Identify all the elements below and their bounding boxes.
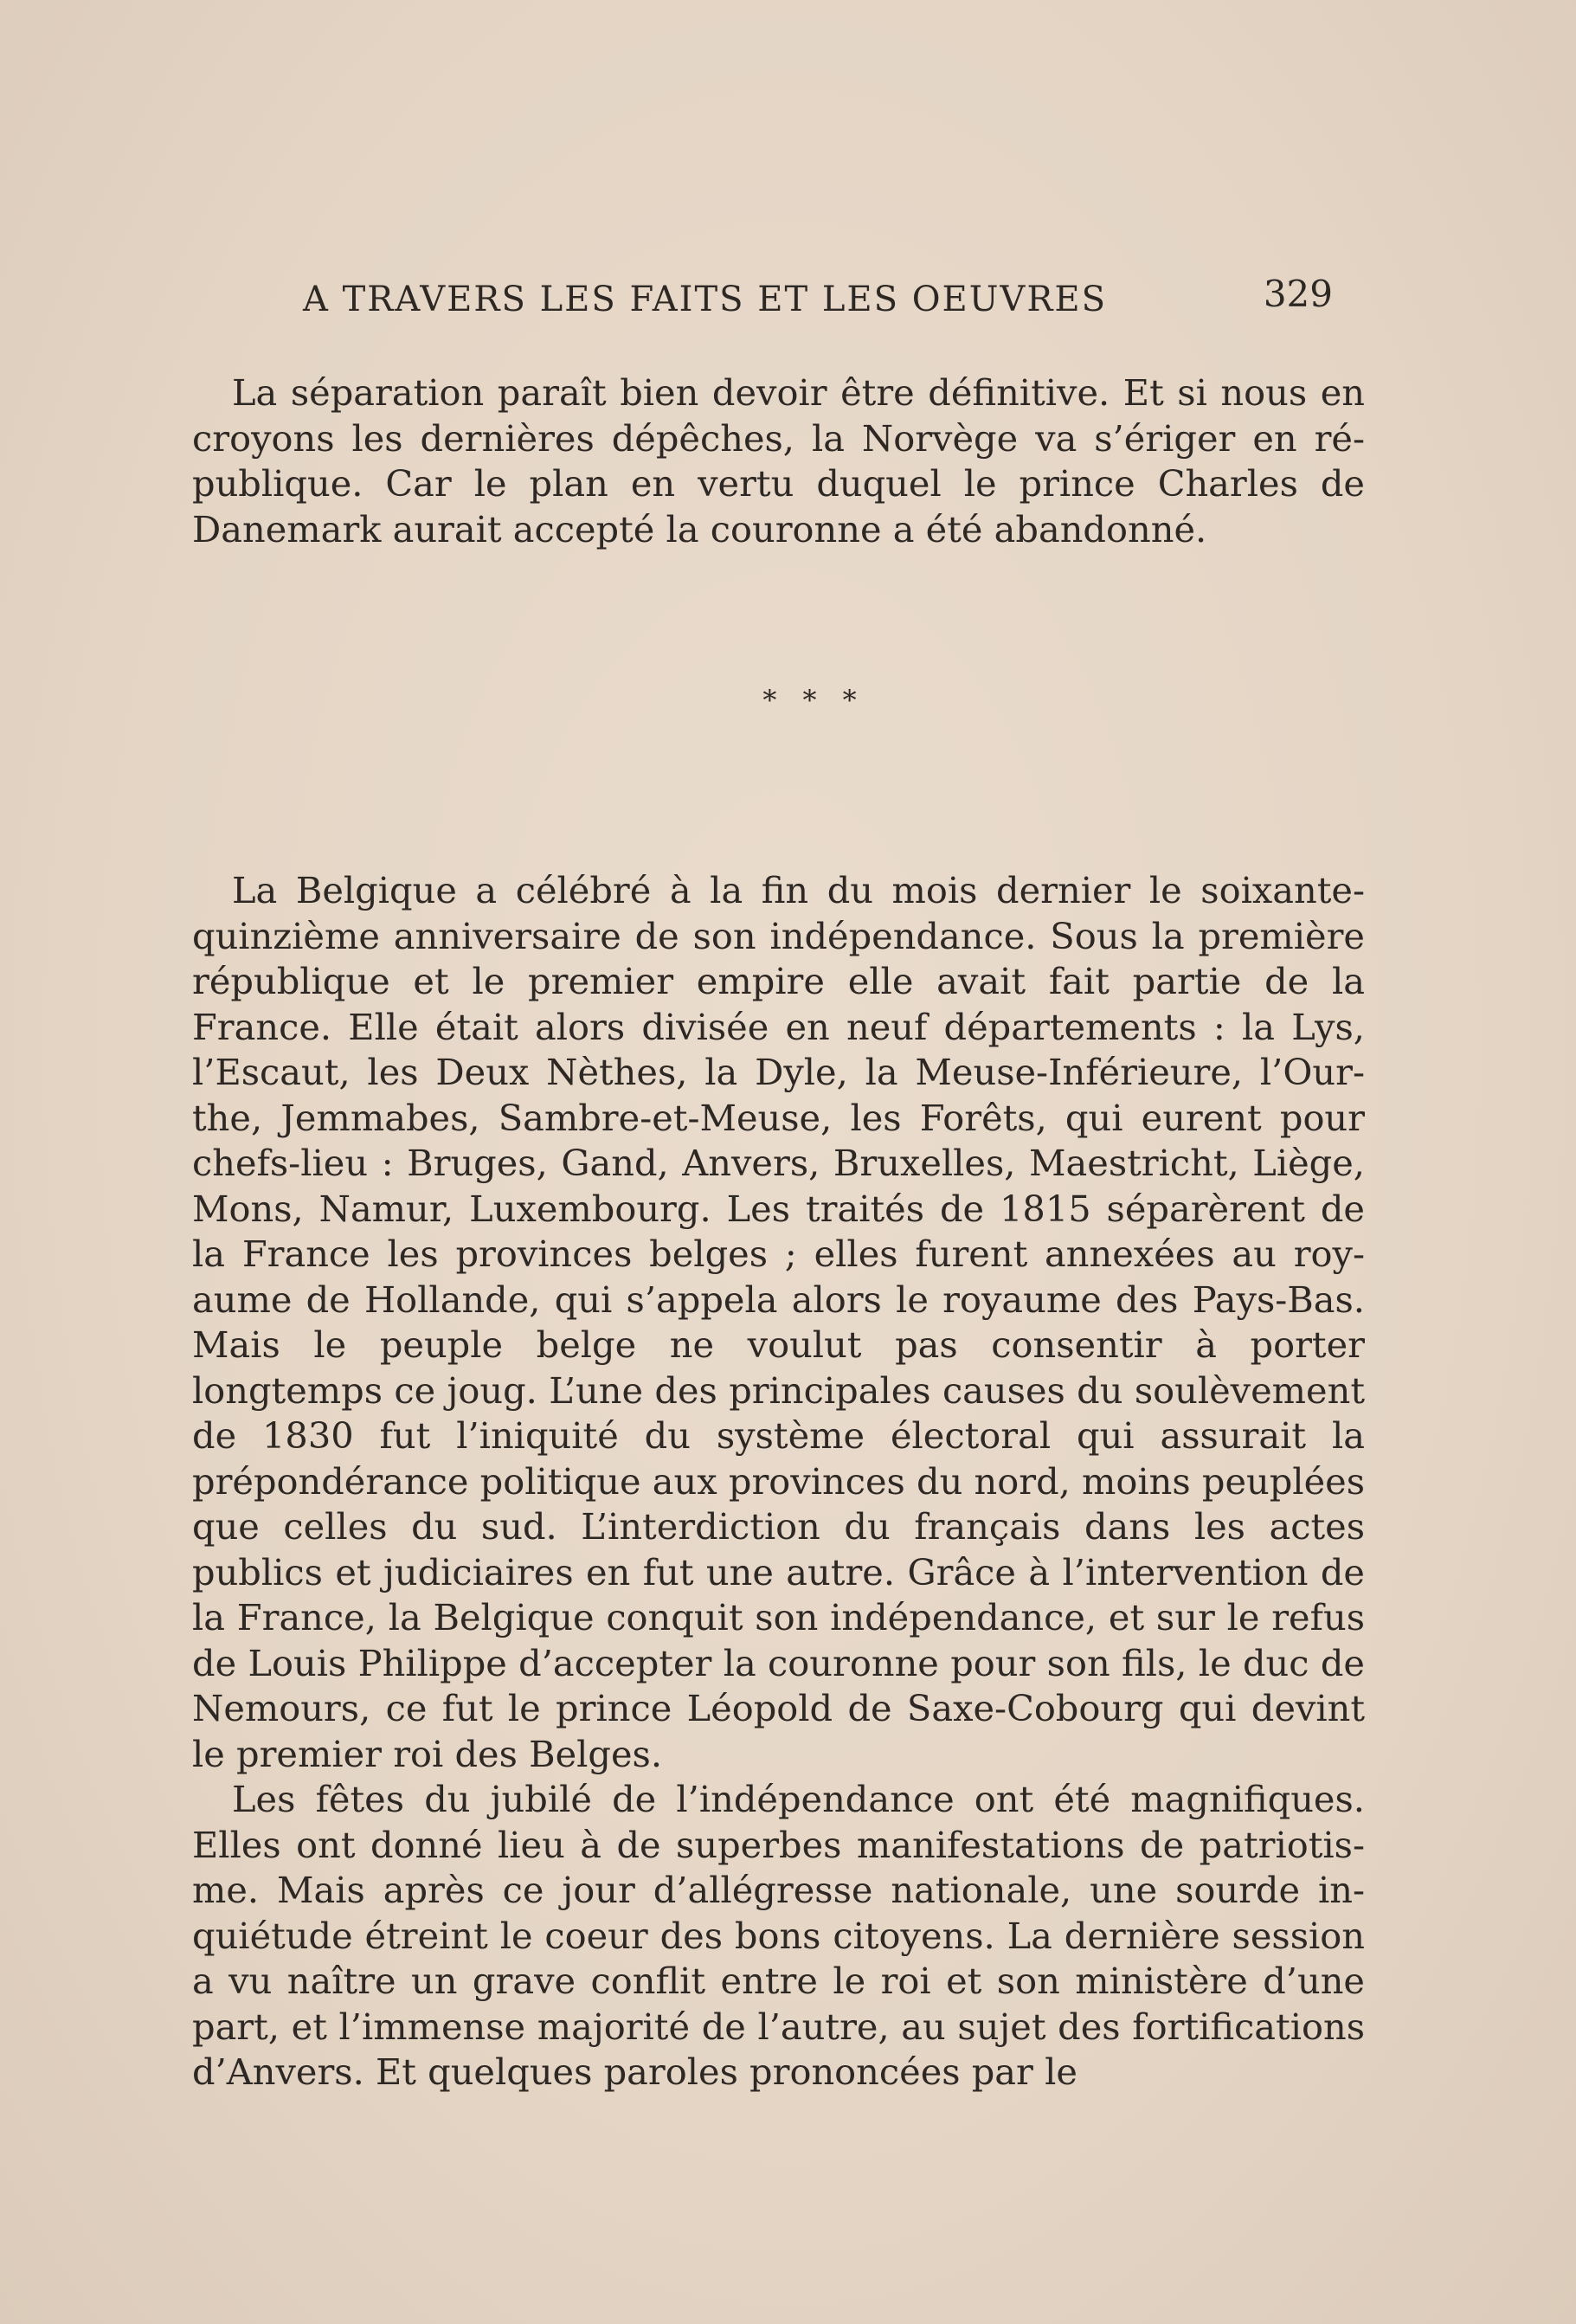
text-block-bottom — [192, 868, 1365, 2095]
running-title: A TRAVERS LES FAITS ET LES OEUVRES — [303, 280, 1108, 319]
paragraph: Les fêtes du jubilé de l’indépendance ont été magnifiques. Elles ont donné lieu à de superbes manifestations de patriotisme. Mais après ce jour d’allégresse nationale, une sourde inquiétude étreint le coeur des bons citoyens. La dernière session a vu naître un grave conflit entre le roi et son ministère d’une part, et l’immense majorité de l’autre, au sujet des fortifications d’Anvers. Et quelques paroles prononcées par le — [192, 1778, 1365, 2093]
section-separator: * * * — [762, 684, 865, 717]
paragraph: La Belgique a célébré à la fin du mois dernier le soixantequinzième anniversaire de son indépendance. Sous la première république et le premier empire elle avait fait partie de la France. Elle était alors divisée en neuf départements : la Lys, l’Escaut, les Deux Nèthes, la Dyle, la Meuse-Inférieure, l’Ourthe, Jemmabes, Sambre-et-Meuse, les Forêts, qui eurent pour chefs-lieu : Bruges, Gand, Anvers, Bruxelles, Maestricht, Liège, Mons, Namur, Luxembourg. Les traités de 1815 séparèrent de la France les provinces belges ; elles furent annexées au royaume de Hollande, qui s’appela alors le royaume des Pays-Bas. Mais le peuple belge ne voulut pas consentir à porter longtemps ce joug. L’une des principales causes du soulèvement de 1830 fut l’iniquité du système électoral qui assurait la prépondérance politique aux provinces du nord, moins peuplées que celles du sud. L’interdiction du français dans les actes publics et judiciaires en fut une autre. Grâce à l’intervention de la France, la Belgique conquit son indépendance, et sur le refus de Louis Philippe d’accepter la couronne pour son fils, le duc de Nemours, ce fut le prince Léopold de Saxe-Cobourg qui devint le premier roi des Belges. — [192, 869, 1365, 1775]
text-block-top — [192, 370, 1365, 552]
page-header — [303, 273, 1333, 325]
paragraph: La séparation paraît bien devoir être définitive. Et si nous en croyons les dernières dépêches, la Norvège va s’ériger en république. Car le plan en vertu duquel le prince Charles de Danemark aurait accepté la couronne a été abandonné. — [192, 371, 1365, 550]
page-number: 329 — [1263, 273, 1333, 315]
